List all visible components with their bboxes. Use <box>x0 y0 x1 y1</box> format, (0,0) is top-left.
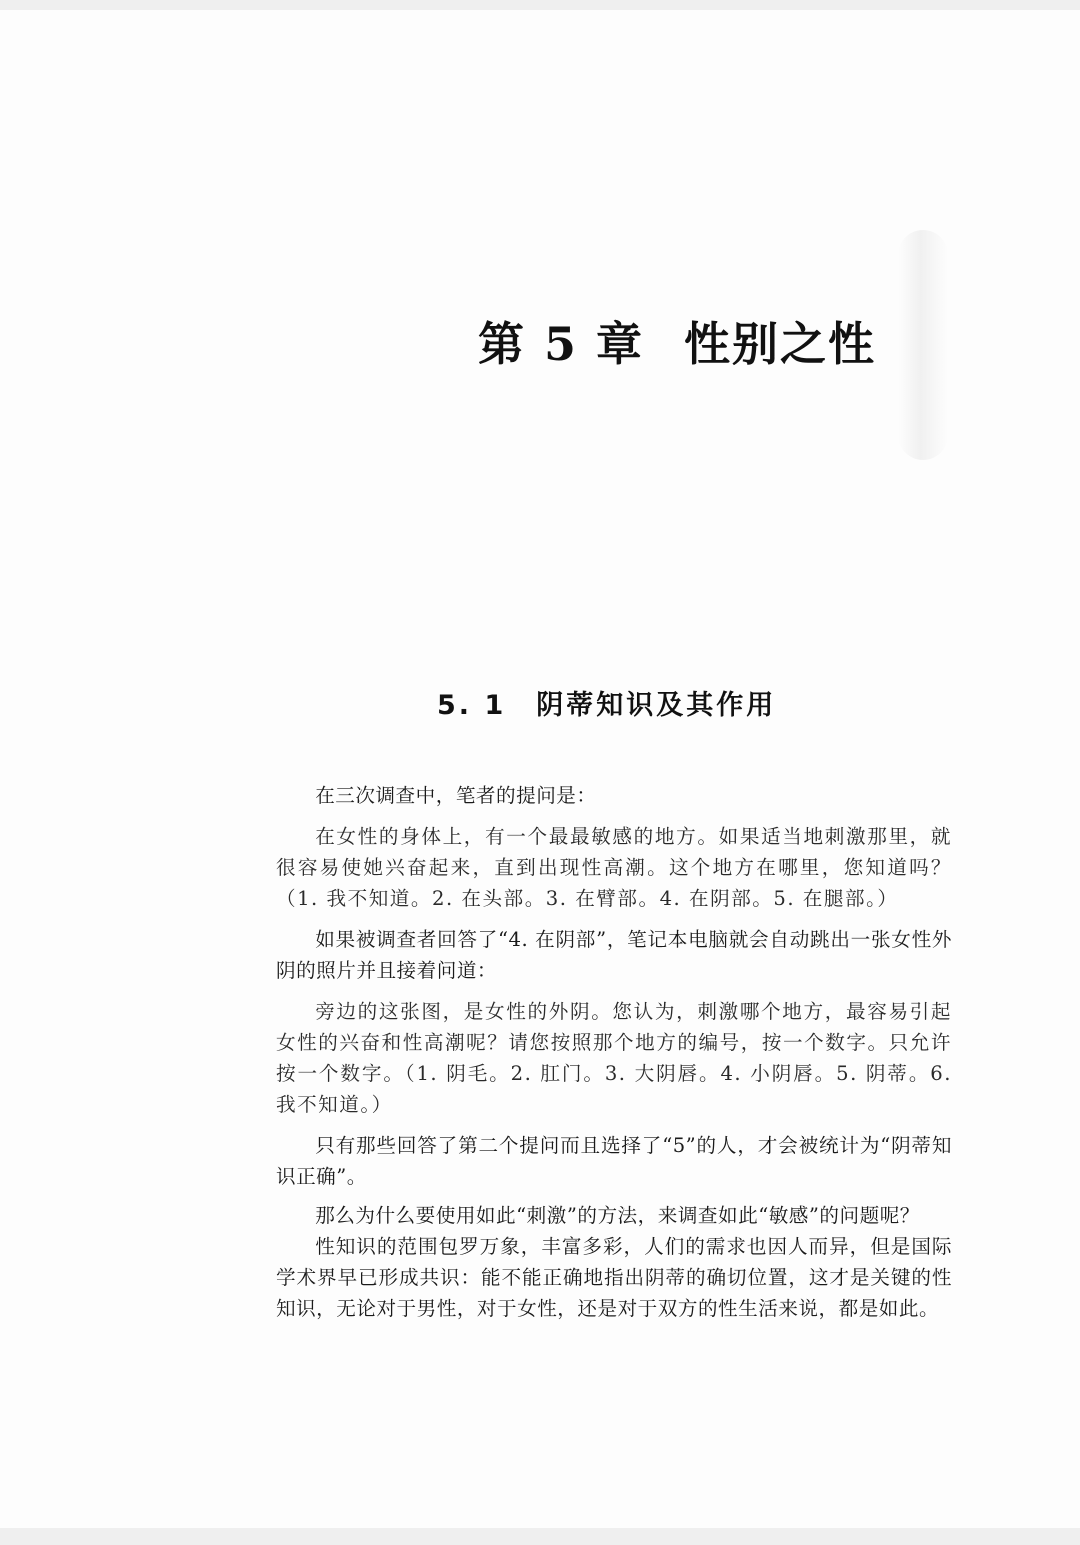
paragraph: 只有那些回答了第二个提问而且选择了“5”的人，才会被统计为“阴蒂知识正确”。 <box>276 1134 952 1188</box>
section-title <box>437 683 776 722</box>
survey-question-quote: 在女性的身体上，有一个最最敏感的地方。如果适当地刺激那里，就很容易使她兴奋起来，直到出现性高潮。这个地方在哪里，您知道吗？（1. 我不知道。2. 在头部。3. 在臂部。4. 在阴部。5. 在腿部。） <box>276 825 952 910</box>
paragraph: 如果被调查者回答了“4. 在阴部”，笔记本电脑就会自动跳出一张女性外阴的照片并且接着问道： <box>276 928 952 982</box>
book-page <box>0 10 1080 1528</box>
paragraph: 在三次调查中，笔者的提问是： <box>315 784 597 807</box>
section-name: 阴蒂知识及其作用 <box>536 690 777 721</box>
survey-question-quote: 旁边的这张图，是女性的外阴。您认为，刺激哪个地方，最容易引起女性的兴奋和性高潮呢？请您按照那个地方的编号，按一个数字。只允许按一个数字。（1. 阴毛。2. 肛门。3. 大阴唇。4. 小阴唇。5. 阴蒂。6. 我不知道。） <box>276 1000 952 1116</box>
page-edge-shadow <box>898 230 948 460</box>
chapter-title <box>478 308 876 374</box>
body-text <box>276 780 952 1324</box>
paragraph: 性知识的范围包罗万象，丰富多彩，人们的需求也因人而异，但是国际学术界早已形成共识：能不能正确地指出阴蒂的确切位置，这才是关键的性知识，无论对于男性，对于女性，还是对于双方的性生活来说，都是如此。 <box>276 1235 952 1320</box>
paragraph: 那么为什么要使用如此“刺激”的方法，来调查如此“敏感”的问题呢？ <box>315 1204 920 1227</box>
chapter-name: 性别之性 <box>684 317 877 371</box>
section-number: 5. 1 <box>437 690 507 721</box>
chapter-number: 第 5 章 <box>478 317 645 371</box>
